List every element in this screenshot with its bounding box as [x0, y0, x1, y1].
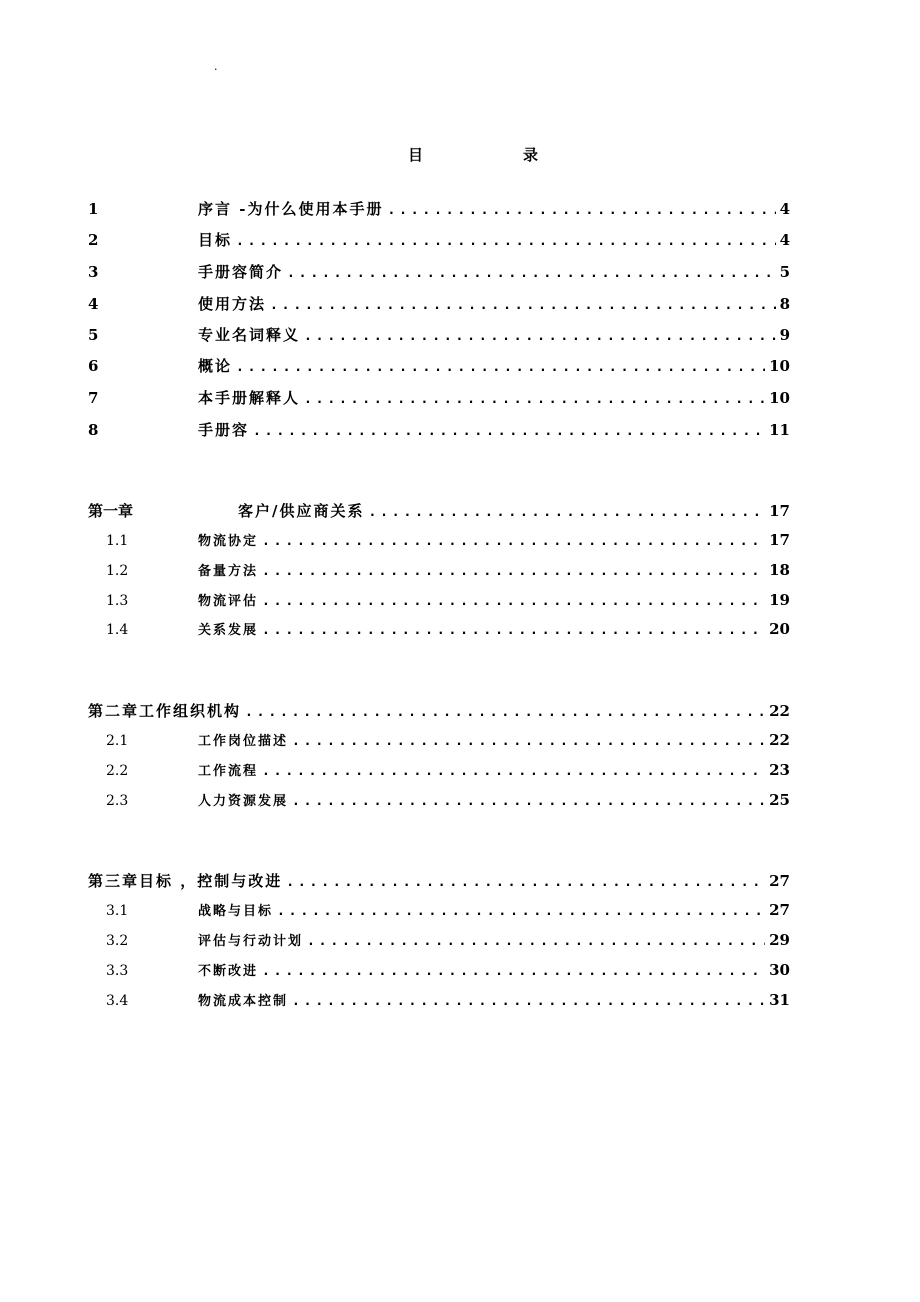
entry-label: 专业名词释义: [198, 326, 301, 344]
toc-section[interactable]: [88, 590, 790, 614]
section-label: 工作流程: [198, 764, 259, 779]
toc-title-left: 目: [408, 146, 424, 164]
toc-chapter[interactable]: [88, 700, 790, 724]
toc-entry[interactable]: [88, 355, 790, 379]
chapter-label: 第三章目标 ，控制与改进: [88, 872, 283, 890]
toc-section[interactable]: [88, 960, 790, 984]
section-number: 1.4: [106, 622, 129, 638]
section-label: 关系发展: [198, 623, 259, 638]
toc-title: [408, 144, 538, 165]
section-page: 22: [769, 731, 790, 749]
section-number: 3.3: [106, 963, 129, 979]
entry-page: 11: [769, 421, 790, 439]
dot-leader: [236, 360, 765, 375]
toc-chapter[interactable]: [88, 870, 790, 894]
section-label: 人力资源发展: [198, 794, 289, 809]
entry-number: 5: [88, 326, 99, 344]
dot-leader: [262, 964, 765, 979]
dot-leader: [292, 734, 765, 749]
dot-leader: [292, 794, 765, 809]
dot-leader: [262, 534, 765, 549]
dot-leader: [286, 875, 765, 890]
section-page: 27: [769, 901, 790, 919]
dot-leader: [262, 594, 765, 609]
entry-number: 8: [88, 421, 99, 439]
dot-leader: [304, 392, 765, 407]
section-number: 2.3: [106, 793, 129, 809]
entry-page: 10: [769, 357, 790, 375]
entry-number: 4: [88, 295, 99, 313]
section-label: 不断改进: [198, 964, 259, 979]
section-label: 物流评估: [198, 594, 259, 609]
dot-leader: [245, 705, 765, 720]
entry-page: 10: [769, 389, 790, 407]
entry-label: 使用方法: [198, 295, 267, 313]
section-page: 23: [769, 761, 790, 779]
dot-leader: [262, 764, 765, 779]
section-label: 战略与目标: [198, 904, 274, 919]
dot-leader: [262, 564, 765, 579]
dot-leader: [307, 934, 765, 949]
section-number: 3.4: [106, 993, 129, 1009]
toc-chapter[interactable]: [88, 500, 790, 524]
entry-page: 8: [779, 295, 790, 313]
entry-label: 本手册解释人: [198, 389, 301, 407]
dot-leader: [253, 424, 765, 439]
section-number: 3.1: [106, 903, 129, 919]
section-label: 物流协定: [198, 534, 259, 549]
toc-entry[interactable]: [88, 198, 790, 222]
section-label: 工作岗位描述: [198, 734, 289, 749]
entry-label: 手册容简介: [198, 263, 284, 281]
dot-leader: [387, 203, 775, 218]
section-number: 2.2: [106, 763, 129, 779]
toc-entry[interactable]: [88, 261, 790, 285]
dot-leader: [236, 234, 776, 249]
entry-page: 4: [779, 231, 790, 249]
toc-section[interactable]: [88, 900, 790, 924]
entry-number: 7: [88, 389, 99, 407]
section-page: 30: [769, 961, 790, 979]
toc-section[interactable]: [88, 560, 790, 584]
toc-entry[interactable]: [88, 324, 790, 348]
dot-leader: [292, 994, 765, 1009]
section-page: 20: [769, 620, 790, 638]
dot-leader: [262, 623, 765, 638]
entry-page: 9: [779, 326, 790, 344]
section-number: 1.2: [106, 563, 129, 579]
toc-section[interactable]: [88, 930, 790, 954]
toc-section[interactable]: [88, 760, 790, 784]
chapter-page: 22: [769, 702, 790, 720]
entry-label: 序言 -为什么使用本手册: [198, 200, 384, 218]
chapter-label: 客户/供应商关系: [238, 502, 365, 520]
entry-label: 目标: [198, 231, 233, 249]
dot-leader: [304, 329, 776, 344]
toc-section[interactable]: [88, 990, 790, 1014]
section-number: 1.3: [106, 593, 129, 609]
dot-leader: [277, 904, 765, 919]
section-label: 物流成本控制: [198, 994, 289, 1009]
chapter-page: 27: [769, 872, 790, 890]
toc-section[interactable]: [88, 619, 790, 643]
section-number: 3.2: [106, 933, 129, 949]
section-label: 评估与行动计划: [198, 934, 304, 949]
toc-section[interactable]: [88, 530, 790, 554]
chapter-label: 第二章工作组织机构: [88, 702, 242, 720]
section-page: 19: [769, 591, 790, 609]
section-number: 2.1: [106, 733, 129, 749]
chapter-page: 17: [769, 502, 790, 520]
toc-entry[interactable]: [88, 229, 790, 253]
section-page: 25: [769, 791, 790, 809]
entry-number: 6: [88, 357, 99, 375]
entry-number: 2: [88, 231, 99, 249]
section-label: 备量方法: [198, 564, 259, 579]
dot-leader: [287, 266, 776, 281]
entry-number: 1: [88, 200, 99, 218]
dot-leader: [368, 505, 765, 520]
toc-entry[interactable]: [88, 387, 790, 411]
entry-page: 5: [779, 263, 790, 281]
entry-number: 3: [88, 263, 99, 281]
section-page: 29: [769, 931, 790, 949]
section-page: 17: [769, 531, 790, 549]
entry-label: 概论: [198, 357, 233, 375]
toc-entry[interactable]: [88, 419, 790, 443]
toc-section[interactable]: [88, 730, 790, 754]
chapter-number: 第一章: [88, 502, 134, 520]
entry-label: 手册容: [198, 421, 250, 439]
section-page: 31: [769, 991, 790, 1009]
section-page: 18: [769, 561, 790, 579]
entry-page: 4: [779, 200, 790, 218]
toc-entry[interactable]: [88, 293, 790, 317]
toc-title-right: 录: [522, 146, 538, 164]
section-number: 1.1: [106, 533, 129, 549]
dot-leader: [270, 298, 776, 313]
toc-section[interactable]: [88, 790, 790, 814]
page-mark: .: [214, 60, 218, 73]
